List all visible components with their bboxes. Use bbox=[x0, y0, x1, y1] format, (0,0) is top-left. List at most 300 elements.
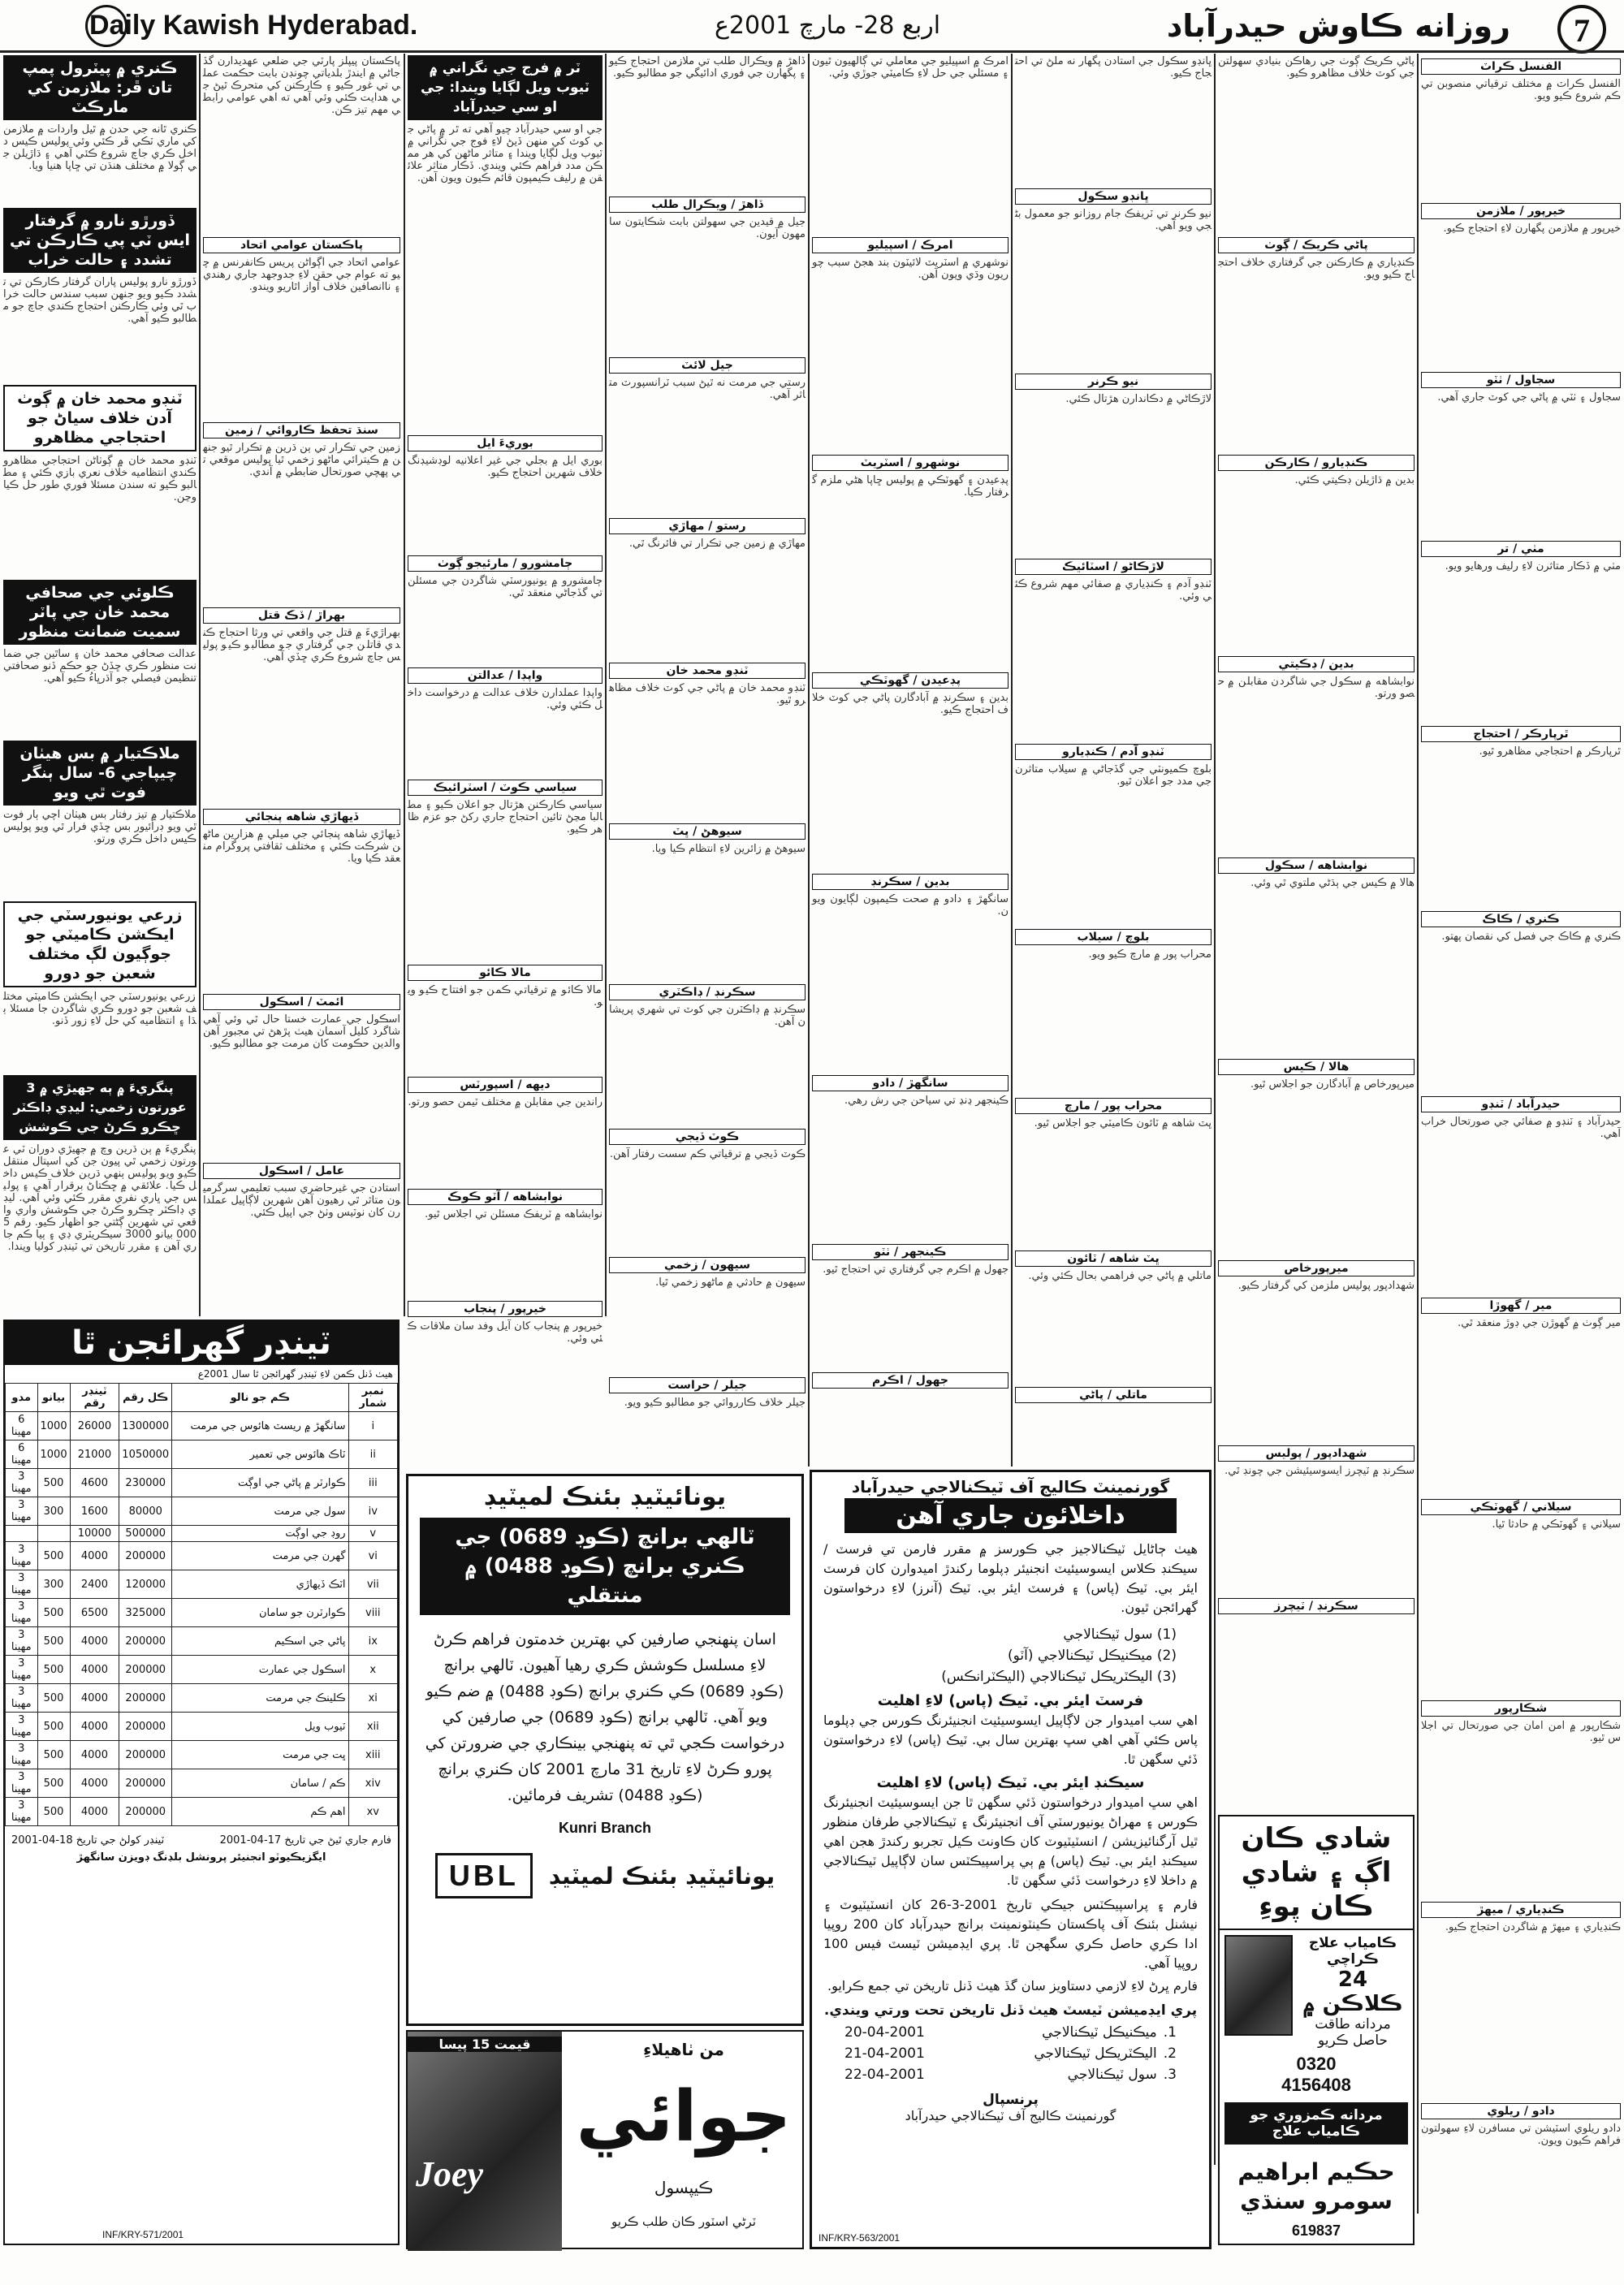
clinic-phone: 0320 bbox=[1296, 2054, 1337, 2074]
subhead: ٽنڊو آدم / ڪنڊيارو bbox=[1015, 744, 1212, 760]
tender-col-header: ٽينڊر رقم bbox=[70, 1384, 119, 1412]
article-body: رستي جي مرمت نه ٿيڻ سبب ٽرانسپورٽ متاثر آهي. bbox=[609, 377, 806, 401]
tender-cell: 26000 bbox=[70, 1412, 119, 1441]
tender-cell: 21000 bbox=[70, 1441, 119, 1469]
subhead: بدين / سڪرنڊ bbox=[812, 874, 1009, 890]
subhead: سيهون / زخمي bbox=[609, 1257, 806, 1273]
subhead: ڪنڊياري / ميهڙ bbox=[1421, 1902, 1621, 1918]
tender-cell: 4000 bbox=[70, 1769, 119, 1798]
joey-advertisement bbox=[406, 2030, 804, 2249]
subhead: جيل لائٽ bbox=[609, 357, 806, 374]
article-body: ڪنڊياري ۾ ڪارڪنن جي گرفتاري خلاف احتجاج ڪيو ويو. bbox=[1218, 257, 1415, 281]
tender-cell: 3 مهينا bbox=[6, 1542, 38, 1570]
headline: ڪلوئي جي صحافي محمد خان جي پاٽر سميت ضمانت منظور bbox=[3, 580, 197, 645]
subhead: ڪوٽ ڏيجي bbox=[609, 1129, 806, 1145]
subhead: رستو / مهاڙي bbox=[609, 518, 806, 534]
masthead-english-title: Daily Kawish Hyderabad. bbox=[89, 10, 418, 41]
tender-notice bbox=[3, 1320, 400, 2245]
subhead: مٺي / تر bbox=[1421, 541, 1621, 557]
tender-cell: 3 مهينا bbox=[6, 1599, 38, 1627]
article-body: مهاڙي ۾ زمين جي تڪرار تي فائرنگ ٿي. bbox=[628, 538, 806, 550]
subhead: سياسي ڪوٽ / اسٽرائيڪ bbox=[408, 780, 603, 796]
tender-row bbox=[6, 1656, 398, 1684]
tender-cell: xiii bbox=[348, 1741, 397, 1769]
tender-cell: 500 bbox=[37, 1656, 70, 1684]
tender-signature: ايگزيڪيوٽو انجنيئر پرونشل بلڊنگ ڊويزن سانگهڙ bbox=[76, 1851, 326, 1864]
subhead: پاڪستان عوامي اتحاد bbox=[203, 237, 400, 253]
news-column-2 bbox=[203, 55, 400, 1314]
article-body: شڪارپور ۾ امن امان جي صورتحال تي اجلاس ٿيو. bbox=[1421, 1720, 1621, 1744]
subhead: ڪينجهر / ٺٽو bbox=[812, 1244, 1009, 1260]
headline: ڏورڙو نارو ۾ گرفتار ايس ٽي پي ڪارڪن تي تشدد ۽ حالت خراب bbox=[3, 208, 197, 273]
tender-cell: viii bbox=[348, 1599, 397, 1627]
college-sign-org: گورنمينٽ ڪاليج آف ٽيڪنالاجي حيدرآباد bbox=[905, 2108, 1116, 2123]
article-body: دادو ريلوي اسٽيشن تي مسافرن لاءِ سهولتون فراهم ڪيون ويون. bbox=[1421, 2123, 1621, 2147]
ubl-banner-line: ٽالهي برانچ (ڪوڊ 0689) جي bbox=[455, 1525, 755, 1549]
tender-cell: xii bbox=[348, 1713, 397, 1741]
tender-col-header: بيانو bbox=[37, 1384, 70, 1412]
college-program: (3) اليڪٽريڪل ٽيڪنالاجي (اليڪٽرانڪس) bbox=[941, 1669, 1177, 1685]
college-section-body: اهي سب اميدوار جن لاڳاپيل ايسوسيئيٽ انجنيئرنگ ڪورس جي ڊپلوما پاس ڪئي آهي اهي سڀ بهترين سال بي. ٽيڪ (پاس) لاءِ درخواستون ڏئي سگهن ٿا. bbox=[823, 1713, 1198, 1767]
article-body: ڀانڊو سڪول جي استادن پگهار نه ملڻ تي احتجاج ڪيو. bbox=[1015, 55, 1212, 80]
subhead: سجاول / ٺٽو bbox=[1421, 372, 1621, 388]
article-body: ڪوٽ ڏيجي ۾ ترقياتي ڪم سست رفتار آهن. bbox=[609, 1148, 806, 1160]
tender-col-header: مدو bbox=[6, 1384, 38, 1412]
tender-row bbox=[6, 1412, 398, 1441]
article-body: سيلاني ۽ گهوٽڪي ۾ حادثا ٿيا. bbox=[1492, 1518, 1621, 1531]
article-body: سڪرنڊ ۾ ڊاڪٽرن جي کوٽ تي شهري پريشان آهن. bbox=[609, 1004, 806, 1028]
clinic-line: ڪامياب علاج ڪراچي bbox=[1308, 1935, 1397, 1968]
clinic-advertisement bbox=[1218, 1815, 1415, 2245]
college-section-title: فرسٽ ايئر بي. ٽيڪ (پاس) لاءِ اهليت bbox=[877, 1692, 1144, 1709]
college-test-no: 3. bbox=[1163, 2067, 1177, 2083]
clinic-headline: شادي ڪان اڳ ۽ شادي ڪان پوءِ bbox=[1220, 1816, 1413, 1930]
subhead: ڄامشورو / مارئيجو ڳوٺ bbox=[408, 555, 603, 572]
tender-cell: i bbox=[348, 1412, 397, 1441]
tender-cell: 4000 bbox=[70, 1798, 119, 1826]
tender-cell: 500 bbox=[37, 1741, 70, 1769]
tender-row bbox=[6, 1798, 398, 1826]
tender-cell: ii bbox=[348, 1441, 397, 1469]
headline: ٽر ۾ فرج جي نگراني ۾ ٽيوب ويل لڳايا ويندا: جي او سي حيدرآباد bbox=[408, 55, 603, 120]
subhead: جهول / اڪرم bbox=[812, 1372, 1009, 1389]
column-rule bbox=[1417, 54, 1419, 2214]
news-column-5 bbox=[812, 55, 1009, 1460]
subhead: بلوچ / سيلاب bbox=[1015, 929, 1212, 945]
tender-cell: 200000 bbox=[119, 1713, 172, 1741]
tender-table bbox=[5, 1383, 398, 1826]
clinic-phone: 619837 bbox=[1291, 2222, 1341, 2239]
subhead: بهراڙ / ڏڪ قتل bbox=[203, 607, 400, 624]
news-column-3 bbox=[408, 55, 603, 1345]
article-body: ٽنڊو محمد خان ۾ ڳوٺاڻن احتجاجي مظاهرو ڪندي انتظاميه خلاف نعري بازي ڪئي ۽ مطالبو ڪيو ته سندن مسئلا فوري طور حل ڪيا وڃن. bbox=[3, 455, 197, 503]
joey-product: جوائي bbox=[576, 2076, 792, 2158]
tender-cell: 3 مهينا bbox=[6, 1684, 38, 1713]
joey-price: قيمت 15 پيسا bbox=[408, 2037, 562, 2052]
subhead: خيرپور / ملازمن bbox=[1421, 203, 1621, 219]
tender-cell: 200000 bbox=[119, 1542, 172, 1570]
college-intro: هيٺ ڄاڻايل ٽيڪنالاجيز جي ڪورسز ۾ مقرر فارمن تي فرسٽ / سيڪنڊ ڪلاس ايسوسيئيٽ انجنيئر ڊپلوما رکندڙ اميدوارن کان فرسٽ ايئر بي. ٽيڪ (پاس) ۽ فرسٽ ايئر بي. ٽيڪ (آنرز) لاءِ درخواستون گهرائجن ٿيون. bbox=[823, 1541, 1198, 1615]
subhead: مير / گهوڙا bbox=[1421, 1298, 1621, 1314]
column-rule bbox=[404, 54, 405, 1316]
headline: زرعي يونيورسٽي جي ايڪشن ڪاميٽي جو جوڳيون لڳ مختلف شعبن جو دورو bbox=[3, 901, 197, 987]
subhead: شڪارپور bbox=[1421, 1700, 1621, 1717]
tender-row bbox=[6, 1599, 398, 1627]
article-body: حيدرآباد ۽ ٽنڊو ۾ صفائي جي صورتحال خراب آهي. bbox=[1421, 1116, 1621, 1140]
tender-cell: 1300000 bbox=[119, 1412, 172, 1441]
article-body: مير ڳوٺ ۾ گهوڙن جي ڊوڙ منعقد ٿي. bbox=[1458, 1317, 1621, 1329]
subhead: ڀانڊو سڪول bbox=[1015, 188, 1212, 205]
article-body: پنگريءَ ۾ ٻن ڌرين وچ ۾ جهيڙي دوران ٽي عورتون زخمي ٿي پيون جن کي اسپتال منتقل ڪيو ويو پوليس ٻنهي ڌرين خلاف ڪيس داخل ڪيا. علائقي ۾ ڇڪتاڻ برقرار آهي ۽ پوليس جي ڀاري نفري مقرر ڪئي وئي آهي. ليڊي ڊاڪٽر ڇڪرو ڪرڻ جي ڪوشش واري واقعي تي شهرين ڳڻتي جو اظهار ڪيو. رقم 5000 بيانو 3000 سيڪريٽري ڊي ۽ ٻيا ڪم جاري آهن ۽ مقرر تاريخن تي ٽينڊر کوليا ويندا. bbox=[2, 1143, 197, 1253]
subhead: مالا ڪائو bbox=[408, 965, 603, 981]
college-test-no: 2. bbox=[1163, 2045, 1177, 2062]
article-body: مٺي ۾ ڏڪار متاثرن لاءِ رليف ورهايو ويو. bbox=[1445, 560, 1621, 572]
article-body: ميرپورخاص ۾ آبادگارن جو اجلاس ٿيو. bbox=[1250, 1078, 1415, 1091]
clinic-name: حڪيم ابراهيم سومرو سنڌي bbox=[1237, 2158, 1395, 2214]
article-body: ڪنڊياري ۽ ميهڙ ۾ شاگردن احتجاج ڪيو. bbox=[1445, 1921, 1621, 1933]
tender-cell: 200000 bbox=[119, 1741, 172, 1769]
tender-cell: 3 مهينا bbox=[6, 1713, 38, 1741]
tender-col-header: ڪل رقم bbox=[119, 1384, 172, 1412]
tender-cell: 1000 bbox=[37, 1412, 70, 1441]
tender-cell: 300 bbox=[37, 1570, 70, 1599]
article-body: بلوچ ڪميونٽي جي گڏجاڻي ۾ سيلاب متاثرن جي مدد جو اعلان ٿيو. bbox=[1015, 763, 1212, 788]
subhead: سيلاني / گهوٽڪي bbox=[1421, 1499, 1621, 1515]
column-rule bbox=[605, 54, 607, 1316]
tender-cell: ڪوارٽر ۾ پاڻي جي اوڳت bbox=[172, 1469, 348, 1497]
article-body: ٿرپارڪر ۾ احتجاجي مظاهرو ٿيو. bbox=[1479, 745, 1621, 758]
tender-cell: 230000 bbox=[119, 1469, 172, 1497]
college-test-name: اليڪٽريڪل ٽيڪنالاجي bbox=[1034, 2045, 1157, 2062]
article-body: محراب پور ۾ مارچ ڪيو ويو. bbox=[1088, 948, 1212, 961]
tender-cell: ٽاڪ هائوس جي تعمير bbox=[172, 1441, 348, 1469]
tender-row bbox=[6, 1713, 398, 1741]
headline: ڪنري ۾ پيٽرول پمپ تان ڦر: ملازمن کي مارڪٽ bbox=[3, 55, 197, 120]
subhead: شهدادپور / پوليس bbox=[1218, 1445, 1415, 1462]
clinic-line: 24 ڪلاڪن ۾ bbox=[1302, 1968, 1403, 2016]
article-body: نوشهري ۾ اسٽريٽ لائيٽون بند هجڻ سبب چوريون وڌي ويون آهن. bbox=[812, 257, 1009, 281]
article-body: بدين ۾ ڌاڙيلن ڊڪيتي ڪئي. bbox=[1294, 474, 1415, 486]
subhead: ڪنري / ڪاڪ bbox=[1421, 911, 1621, 927]
tender-header-row bbox=[6, 1384, 398, 1412]
article-body: نيو ڪرنر تي ٽريفڪ جام روزانو جو معمول بڻجي ويو آهي. bbox=[1015, 208, 1212, 232]
tender-cell: 200000 bbox=[119, 1798, 172, 1826]
subhead: الفنسل ڪراٽ bbox=[1421, 58, 1621, 75]
tender-cell: اسڪول جي عمارت bbox=[172, 1656, 348, 1684]
ubl-title: يونائيٽيڊ بئنڪ لميٽيڊ bbox=[483, 1483, 727, 1511]
tender-cell: 200000 bbox=[119, 1627, 172, 1656]
tender-cell: iii bbox=[348, 1469, 397, 1497]
tender-cell: ڪم / سامان bbox=[172, 1769, 348, 1798]
subhead: جيلر / حراست bbox=[609, 1377, 806, 1393]
tender-intro: هيٺ ڏنل ڪمن لاءِ ٽينڊر گهرائجن ٿا سال 2001ع bbox=[197, 1368, 393, 1380]
subhead: سڪرنڊ / ڊاڪٽري bbox=[609, 984, 806, 1000]
article-body: خيرپور ۾ ملازمن پگهارن لاءِ احتجاج ڪيو. bbox=[1443, 222, 1621, 235]
subhead: هالا / ڪيس bbox=[1218, 1059, 1415, 1075]
masthead-rule bbox=[0, 50, 1624, 53]
college-section-title: سيڪنڊ ايئر بي. ٽيڪ (پاس) لاءِ اهليت bbox=[876, 1774, 1145, 1791]
subhead: نوابشاهه / آٽو ڪوڪ bbox=[408, 1189, 603, 1205]
subhead: ميرپورخاص bbox=[1218, 1260, 1415, 1276]
subhead: ٽنڊو محمد خان bbox=[609, 663, 806, 679]
tender-body bbox=[6, 1412, 398, 1826]
subhead: امرڪ / اسپيليو bbox=[812, 237, 1009, 253]
joey-photo bbox=[408, 2032, 562, 2251]
article-body: جي او سي حيدرآباد چيو آهي ته ٿر ۾ پاڻي جي کوٽ کي منهن ڏيڻ لاءِ فوج جي نگراني ۾ ٽيوب ويل لڳايا ويندا ۽ متاثر ماڻهن کي هر ممڪن مدد فراهم ڪئي ويندي. ڏڪار متاثر علائقن ۾ رليف ڪيمپون قائم ڪيون ويون آهن. bbox=[408, 123, 603, 184]
tender-cell: 500 bbox=[37, 1599, 70, 1627]
tender-cell: 3 مهينا bbox=[6, 1741, 38, 1769]
headline: ملاڪتيار ۾ بس هيٺان چيپاجي 6- سال ٻنگر فوت ٿي ويو bbox=[3, 741, 197, 806]
tender-cell: 200000 bbox=[119, 1684, 172, 1713]
college-program: (1) سول ٽيڪنالاجي bbox=[1063, 1626, 1177, 1643]
tender-cell: 4000 bbox=[70, 1684, 119, 1713]
tender-cell: 4000 bbox=[70, 1627, 119, 1656]
ubl-banner bbox=[420, 1518, 790, 1615]
article-body: ڀٽ شاهه ۾ ٽائون ڪاميٽي جو اجلاس ٿيو. bbox=[1034, 1117, 1212, 1130]
subhead: عامل / اسڪول bbox=[203, 1163, 400, 1179]
tender-cell: 300 bbox=[37, 1497, 70, 1526]
news-column-8 bbox=[1421, 55, 1621, 2215]
tender-ref: INF/KRY-571/2001 bbox=[102, 2229, 184, 2240]
subhead: پاڻي ڪريڪ / ڳوٺ bbox=[1218, 237, 1415, 253]
tender-cell: 1050000 bbox=[119, 1441, 172, 1469]
tender-cell: 6 مهينا bbox=[6, 1441, 38, 1469]
ubl-advertisement bbox=[406, 1474, 804, 2026]
tender-cell: 3 مهينا bbox=[6, 1570, 38, 1599]
article-body: بوري ايل ۾ بجلي جي غير اعلانيه لوڊشيڊنگ خلاف شهرين احتجاج ڪيو. bbox=[408, 455, 603, 479]
article-body: مالا ڪائو ۾ ترقياتي ڪمن جو افتتاح ڪيو ويو. bbox=[408, 984, 603, 1009]
tender-row bbox=[6, 1526, 398, 1542]
clinic-phone: 4156408 bbox=[1281, 2075, 1351, 2095]
subhead: ماتلي / پاڻي bbox=[1015, 1387, 1212, 1403]
tender-cell: 4000 bbox=[70, 1713, 119, 1741]
tender-date: فارم جاري ٿيڻ جي تاريخ 17-04-2001 bbox=[219, 1834, 391, 1847]
tender-row bbox=[6, 1769, 398, 1798]
tender-cell: 6 مهينا bbox=[6, 1412, 38, 1441]
tender-cell: ڪوارٽرن جو سامان bbox=[172, 1599, 348, 1627]
tender-row bbox=[6, 1627, 398, 1656]
subhead: ڏاهڙ / ويڪرال طلب bbox=[609, 197, 806, 213]
college-programs bbox=[812, 1624, 1209, 1687]
tender-row bbox=[6, 1469, 398, 1497]
subhead: خيرپور / پنجاب bbox=[408, 1301, 603, 1317]
article-body: ڪنري ٿانه جي حدن ۾ ٿيل واردات ۾ ملازمن کي ماري ٽڪي ڦر ڪئي وئي پوليس ڪيس داخل ڪري جاچ شروع ڪئي آهي ۽ ڌاڙيلن جي ڳولا ۾ مختلف هنڌن تي ڇاپا هنيا ويا. bbox=[3, 123, 197, 172]
masthead-date: اربع 28- مارچ 2001ع bbox=[715, 11, 941, 40]
headline: ٽنڊو محمد خان ۾ ڳوٺ آدن خلاف سياڻ جو احتجاجي مظاهرو bbox=[3, 385, 197, 451]
subhead: بوريءَ ايل bbox=[408, 435, 603, 451]
tender-cell: ٽيوب ويل bbox=[172, 1713, 348, 1741]
subhead: ڪنڊيارو / ڪارڪن bbox=[1218, 455, 1415, 471]
joey-tagline: ٽرڻي اسٽور ڪان طلب ڪريو bbox=[611, 2214, 756, 2229]
column-rule bbox=[199, 54, 201, 1316]
subhead: سڪرنڊ / ٽيچرز bbox=[1218, 1598, 1415, 1614]
tender-row bbox=[6, 1570, 398, 1599]
tender-row bbox=[6, 1542, 398, 1570]
tender-cell: سول جي مرمت bbox=[172, 1497, 348, 1526]
article-body: ڏيهاڙي شاهه پنجائي جي ميلي ۾ هزارين ماڻهن شرڪت ڪئي ۽ مختلف ثقافتي پروگرام منعقد ڪيا ويا. bbox=[203, 828, 400, 865]
tender-cell: 1600 bbox=[70, 1497, 119, 1526]
subhead: ائمٽ / اسڪول bbox=[203, 994, 400, 1010]
tender-cell: 3 مهينا bbox=[6, 1798, 38, 1826]
tender-cell bbox=[37, 1526, 70, 1542]
tender-cell: 200000 bbox=[119, 1656, 172, 1684]
tender-cell: روڊ جي اوڳت bbox=[172, 1526, 348, 1542]
tender-cell: سانگهڙ ۾ ريسٽ هائوس جي مرمت bbox=[172, 1412, 348, 1441]
tender-cell: 2400 bbox=[70, 1570, 119, 1599]
article-body: هالا ۾ ڪيس جي ٻڌڻي ملتوي ٿي وئي. bbox=[1250, 877, 1415, 889]
tender-cell: 10000 bbox=[70, 1526, 119, 1542]
article-body: الفنسل ڪراٽ ۾ مختلف ترقياتي منصوبن تي ڪم شروع ڪيو ويو. bbox=[1421, 78, 1621, 102]
college-section-body: فارم ۽ پراسپيڪٽس جيڪي تاريخ 2001-3-26 کان انسٽيٽيوٽ ۽ نيشنل بئنڪ آف پاڪستان ڪينٽونمينٽ برانچ حيدرآباد کان 200 روپيا ادا ڪري حاصل ڪري سگهجن ٿا. پري ايڊميشن ٽيسٽ فيس 100 روپيا آهي. bbox=[823, 1897, 1198, 1971]
article-body: سيوهڻ ۾ زائرين لاءِ انتظام ڪيا ويا. bbox=[651, 843, 806, 855]
tender-cell: پاڻي جي اسڪيم bbox=[172, 1627, 348, 1656]
ubl-branch-label: Kunri Branch bbox=[558, 1820, 651, 1836]
tender-row bbox=[6, 1684, 398, 1713]
article-body: نوابشاهه ۾ سڪول جي شاگردن مقابلن ۾ حصو ورتو. bbox=[1218, 676, 1415, 700]
subhead: نيو ڪرنر bbox=[1015, 374, 1212, 390]
article-body: واپڊا عملدارن خلاف عدالت ۾ درخواست داخل ڪئي وئي. bbox=[408, 687, 603, 711]
article-body: ٽنڊو آدم ۽ ڪنڊياري ۾ صفائي مهم شروع ڪئي وئي. bbox=[1015, 578, 1212, 603]
article-body: امرڪ ۾ اسپيليو جي معاملي تي ڳالهيون ٿيون ۽ مسئلي جي حل لاءِ ڪاميٽي جوڙي وئي. bbox=[812, 55, 1009, 80]
article-body: خيرپور ۾ پنجاب کان آيل وفد سان ملاقات ڪئي وئي. bbox=[408, 1320, 603, 1345]
college-admission-ad bbox=[810, 1470, 1212, 2249]
tender-cell: vi bbox=[348, 1542, 397, 1570]
subhead: ٿرپارڪر / احتجاج bbox=[1421, 726, 1621, 742]
joey-capsule: ڪيپسول bbox=[654, 2178, 714, 2197]
clinic-body bbox=[1220, 1930, 1413, 2054]
subhead: سانگهڙ / دادو bbox=[812, 1075, 1009, 1091]
tender-cell: 500 bbox=[37, 1684, 70, 1713]
tender-cell: 6500 bbox=[70, 1599, 119, 1627]
news-column-6 bbox=[1015, 55, 1212, 1460]
tender-date: ٽينڊر کولڻ جي تاريخ 18-04-2001 bbox=[11, 1834, 165, 1847]
article-body: سياسي ڪارڪنن هڙتال جو اعلان ڪيو ۽ مطالبا مڃڻ تائين احتجاج جاري رکڻ جو عزم ظاهر ڪيو. bbox=[408, 799, 603, 836]
page-number: 7 bbox=[1557, 5, 1606, 54]
article-body: پاڻي ڪريڪ ڳوٺ جي رهاڪن بنيادي سهولتن جي کوٽ خلاف مظاهرو ڪيو. bbox=[1218, 55, 1415, 80]
article-body: شهدادپور پوليس ملزمن کي گرفتار ڪيو. bbox=[1237, 1280, 1415, 1292]
article-body: سڪرنڊ ۾ ٽيچرز ايسوسيئيشن جي چونڊ ٿي. bbox=[1224, 1465, 1415, 1477]
article-body: ڪينجهر ڍنڍ تي سياحن جي رش رهي. bbox=[844, 1095, 1009, 1107]
tender-cell: iv bbox=[348, 1497, 397, 1526]
article-body: بهراڙيءَ ۾ قتل جي واقعي تي ورثا احتجاج ڪندي قاتلن جي گرفتاري جو مطالبو ڪيو پوليس جاچ شروع ڪري ڇڏي آهي. bbox=[203, 627, 400, 663]
tender-cell: 500 bbox=[37, 1769, 70, 1798]
subhead: دادو / ريلوي bbox=[1421, 2103, 1621, 2119]
tender-cell: vii bbox=[348, 1570, 397, 1599]
college-test-name: سول ٽيڪنالاجي bbox=[1067, 2067, 1157, 2083]
article-body: سجاول ۽ ٺٽي ۾ پاڻي جي کوٽ جاري آهي. bbox=[1437, 391, 1621, 404]
tender-cell: xiv bbox=[348, 1769, 397, 1798]
article-body: ڄامشورو ۾ يونيورسٽي شاگردن جي مسئلن تي گڏجاڻي منعقد ٿي. bbox=[408, 575, 603, 599]
college-tests-title: پري ايڊميشن ٽيسٽ هيٺ ڏنل تاريخن تحت ورتي ويندي. bbox=[823, 2002, 1198, 2019]
subhead: ڏيهاڙي شاهه پنجائي bbox=[203, 809, 400, 825]
college-sign-title: پرنسپال bbox=[983, 2092, 1039, 2108]
tender-cell: xv bbox=[348, 1798, 397, 1826]
masthead-sindhi-title: روزانه ڪاوش حيدرآباد bbox=[1166, 8, 1510, 44]
tender-cell: گهرن جي مرمت bbox=[172, 1542, 348, 1570]
subhead: ديهه / اسپورٽس bbox=[408, 1077, 603, 1093]
joey-slogan: من ٺاهيلاءِ bbox=[643, 2040, 724, 2059]
college-section-body: اهي سڀ اميدوار درخواستون ڏئي سگهن ٿا جن ايسوسيئيٽ انجنيئرنگ ڪورس ۽ مهراڻ يونيورسٽي آف انجنيئرنگ ۽ ٽيڪنالاجي طرفان منظور ٿيل آرگنائيزيشن / انسٽيٽيوٽ کان ڪاونٽ ڪيل تجربو رکندڙ هجن اهي سيڪنڊ ايئر بي. ٽيڪ (پاس) ۾ ٻي پراسپيڪٽس سان لاڳاپيل ٽيڪنالاجي ۾ داخلا لاءِ درخواست ڏئي سگهن ٿا. bbox=[823, 1795, 1198, 1888]
subhead: واپڊا / عدالتن bbox=[408, 667, 603, 684]
subhead: نوابشاهه / سڪول bbox=[1218, 857, 1415, 874]
subhead: بدين / ڊڪيتي bbox=[1218, 656, 1415, 672]
tender-col-header: نمبر شمار bbox=[348, 1384, 397, 1412]
college-test-date: 20-04-2001 bbox=[844, 2024, 925, 2041]
tender-cell: v bbox=[348, 1526, 397, 1542]
article-body: سانگهڙ ۽ دادو ۾ صحت ڪيمپون لڳايون ويون. bbox=[812, 893, 1009, 918]
ubl-body: اسان پنهنجي صارفين کي بهترين خدمتون فراهم ڪرڻ لاءِ مسلسل ڪوشش ڪري رهيا آهيون. ٽالهي برانچ (ڪوڊ 0689) ڪي ڪنري برانچ (ڪوڊ 0488) ۾ ضم ڪيو ويو آهي. ٽالهي برانچ (ڪوڊ 0689) جي صارفين کي درخواست ڪجي ٿي ته پنهنجي بينڪاري جي ضرورتن کي پورو ڪرڻ لاءِ تاريخ 31 مارچ 2001 کان ڪنري برانچ (ڪوڊ 0488) تشريف فرمائين. bbox=[425, 1631, 785, 1804]
tender-cell: 3 مهينا bbox=[6, 1656, 38, 1684]
article-body: سيهون ۾ حادثي ۾ ماڻهو زخمي ٿيا. bbox=[655, 1276, 806, 1289]
ubl-footer bbox=[408, 1837, 801, 1915]
college-test-row bbox=[844, 2043, 1177, 2064]
tender-cell: 500000 bbox=[119, 1526, 172, 1542]
article-body: ڪنري ۾ ڪاڪ جي فصل کي نقصان پهتو. bbox=[1441, 931, 1621, 943]
column-rule bbox=[1011, 54, 1013, 1466]
article-body: ڏورڙو نارو پوليس پاران گرفتار ڪارڪن تي تشدد ڪيو ويو جنهن سبب سندس حالت خراب ٿي وئي ڪارڪنن احتجاج ڪندي جاچ جو مطالبو ڪيو آهي. bbox=[3, 276, 197, 325]
tender-cell: 500 bbox=[37, 1542, 70, 1570]
tender-cell: اٽڪ ڏيهاڙي bbox=[172, 1570, 348, 1599]
college-test-row bbox=[844, 2064, 1177, 2085]
ubl-banner-line: ڪنري برانچ (ڪوڊ 0488) ۾ منتقلي bbox=[464, 1554, 745, 1608]
tender-cell: 500 bbox=[37, 1713, 70, 1741]
subhead: محراب پور / مارچ bbox=[1015, 1098, 1212, 1114]
subhead: ڀٽ شاهه / ٽائون bbox=[1015, 1250, 1212, 1267]
tender-cell: 500 bbox=[37, 1798, 70, 1826]
article-body: ٽنڊو محمد خان ۾ پاڻي جي کوٽ خلاف مظاهرو ٿيو. bbox=[609, 682, 806, 706]
tender-cell: 3 مهينا bbox=[6, 1627, 38, 1656]
tender-cell: 4000 bbox=[70, 1741, 119, 1769]
tender-cell: xi bbox=[348, 1684, 397, 1713]
subhead: حيدرآباد / ٽنڊو bbox=[1421, 1096, 1621, 1112]
tender-cell: 4000 bbox=[70, 1656, 119, 1684]
tender-cell: 3 مهينا bbox=[6, 1497, 38, 1526]
college-program: (2) ميڪنيڪل ٽيڪنالاجي (آٽو) bbox=[1007, 1648, 1177, 1664]
article-body: جيل ۾ قيدين جي سهولتن بابت شڪايتون سامهون آيون. bbox=[609, 216, 806, 240]
article-body: عوامي اتحاد جي اڳواڻن پريس ڪانفرنس ۾ چيو ته عوام جي حقن لاءِ جدوجهد جاري رهندي ۽ ناانصافين خلاف آواز اٿاريو ويندو. bbox=[203, 257, 400, 293]
article-body: زمين جي تڪرار تي ٻن ڌرين ۾ تڪرار ٿيو جنهن ۾ ڪيترائي ماڻهو زخمي ٿيا پوليس موقعي تي پهچي صورتحال ضابطي ۾ آندي. bbox=[203, 442, 400, 478]
article-body: پڊعيدن ۽ گهوٽڪي ۾ پوليس ڇاپا هڻي ملزم گرفتار ڪيا. bbox=[812, 474, 1009, 499]
tender-cell: 120000 bbox=[119, 1570, 172, 1599]
subhead: سيوهڻ / ڀٽ bbox=[609, 823, 806, 840]
clinic-line: مردانه طاقت حاصل ڪريو bbox=[1315, 2016, 1391, 2049]
tender-cell: ix bbox=[348, 1627, 397, 1656]
tender-row bbox=[6, 1497, 398, 1526]
tender-cell bbox=[6, 1526, 38, 1542]
article-body: نوابشاهه ۾ ٽريفڪ مسئلن تي اجلاس ٿيو. bbox=[425, 1208, 603, 1220]
college-test-no: 1. bbox=[1163, 2024, 1177, 2041]
tender-cell: ڀت جي مرمت bbox=[172, 1741, 348, 1769]
tender-cell: ڪلينڪ جي مرمت bbox=[172, 1684, 348, 1713]
article-body: زرعي يونيورسٽي جي ايڪشن ڪاميٽي مختلف شعبن جو دورو ڪري شاگردن جا مسئلا ٻڌا ۽ انتظاميه کي حل لاءِ زور ڏنو. bbox=[3, 991, 197, 1027]
college-test-date: 22-04-2001 bbox=[844, 2067, 925, 2083]
college-org: گورنمينٽ ڪاليج آف ٽيڪنالاجي حيدرآباد bbox=[851, 1477, 1170, 1497]
article-body: ملاڪتيار ۾ تيز رفتار بس هيٺان اچي ٻار فوت ٿي ويو ڊرائيور بس ڇڏي فرار ٿي ويو پوليس ڪيس داخل ڪري ورتو. bbox=[3, 809, 197, 845]
subhead: نوشهرو / اسٽريٽ bbox=[812, 455, 1009, 471]
article-body: ماتلي ۾ پاڻي جي فراهمي بحال ڪئي وئي. bbox=[1028, 1270, 1212, 1282]
ubl-logo: UBL bbox=[435, 1853, 533, 1898]
article-body: لاڙڪاڻي ۾ دڪاندارن هڙتال ڪئي. bbox=[1065, 393, 1212, 405]
article-body: اسڪول جي عمارت خستا حال ٿي وئي آهي شاگرد کليل آسمان هيٺ پڙهڻ تي مجبور آهن والدين حڪومت کان مرمت جو مطالبو ڪيو. bbox=[203, 1013, 400, 1050]
tender-cell: 500 bbox=[37, 1627, 70, 1656]
joey-brand: Joey bbox=[416, 2154, 484, 2194]
tender-cell: 80000 bbox=[119, 1497, 172, 1526]
subhead: پڊعيدن / گهوٽڪي bbox=[812, 672, 1009, 689]
college-test-row bbox=[844, 2022, 1177, 2043]
tender-dates bbox=[5, 1826, 398, 1847]
article-body: ڏاهڙ ۾ ويڪرال طلب تي ملازمن احتجاج ڪيو ۽ پگهارن جي فوري ادائيگي جو مطالبو ڪيو. bbox=[609, 55, 806, 80]
clinic-text bbox=[1298, 1935, 1408, 2049]
